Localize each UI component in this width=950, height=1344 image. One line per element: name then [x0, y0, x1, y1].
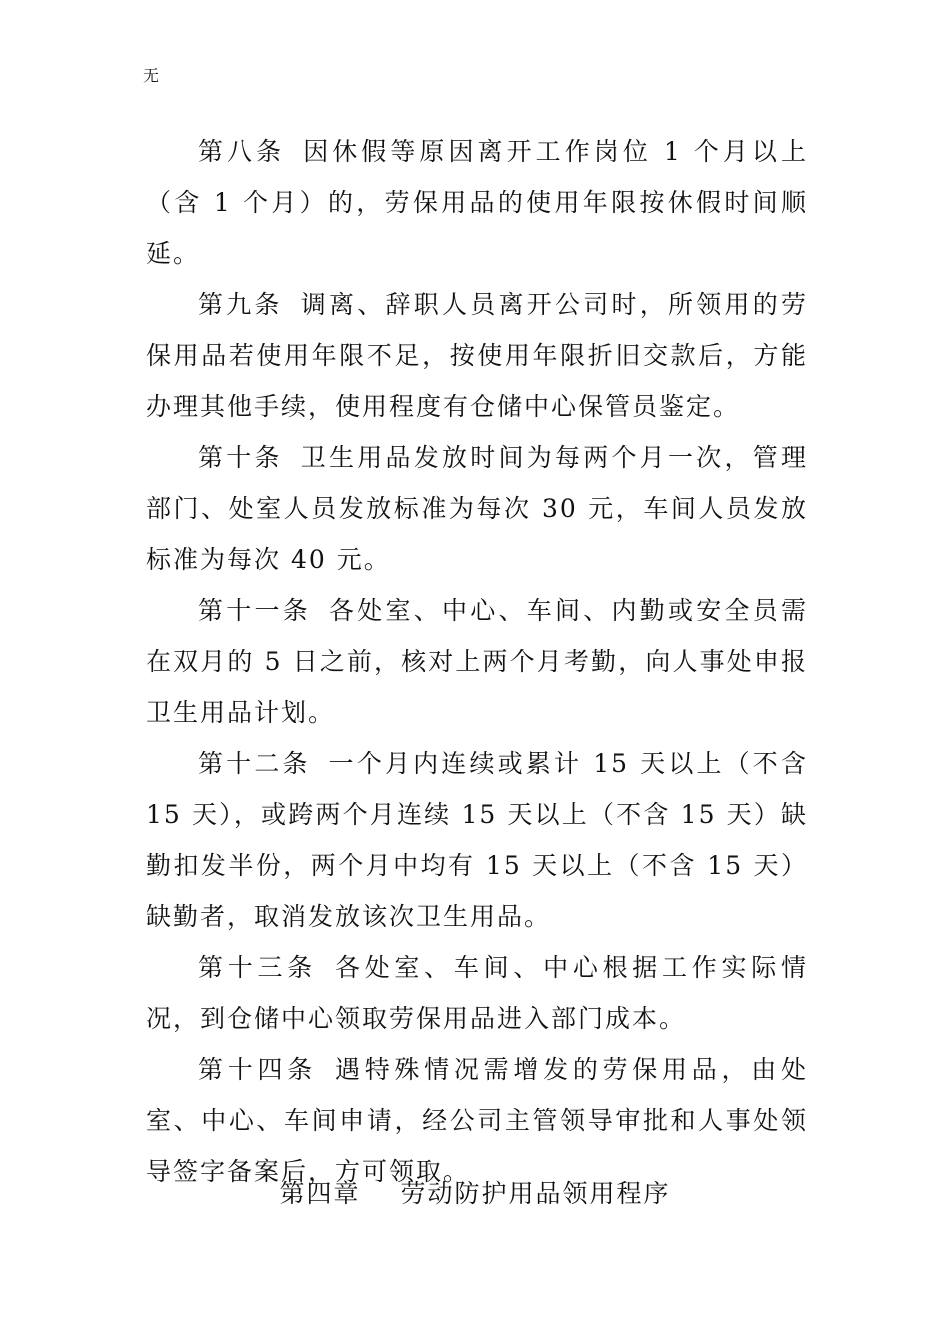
article-text: 各处室、中心、车间、内勤或安全员需在双月的 5 日之前，核对上两个月考勤，向人事处申报卫生用品计划。 [146, 596, 808, 727]
chapter-number: 第四章 [279, 1179, 361, 1208]
article-text: 遇特殊情况需增发的劳保用品，由处室、中心、车间申请，经公司主管领导审批和人事处领导签字备案后，方可领取。 [146, 1055, 808, 1186]
article-text: 卫生用品发放时间为每两个月一次，管理部门、处室人员发放标准为每次 30 元，车间人员发放标准为每次 40 元。 [146, 443, 808, 574]
article-label: 第十四条 [198, 1055, 317, 1084]
article-label: 第十三条 [198, 953, 317, 982]
article-text: 调离、辞职人员离开公司时，所领用的劳保用品若使用年限不足，按使用年限折旧交款后，方能办理其他手续，使用程度有仓储中心保管员鉴定。 [146, 290, 808, 421]
article-label: 第十条 [198, 443, 283, 472]
article-label: 第九条 [198, 290, 283, 319]
article-13 [146, 942, 808, 1044]
article-text: 一个月内连续或累计 15 天以上（不含 15 天），或跨两个月连续 15 天以上（不含 15 天）缺勤扣发半份，两个月中均有 15 天以上（不含 15 天）缺勤者，取消发放该次卫生用品。 [146, 749, 808, 931]
article-11 [146, 585, 808, 738]
article-10 [146, 432, 808, 585]
header-mark: 无 [143, 66, 160, 85]
article-label: 第八条 [198, 137, 286, 166]
article-text: 各处室、车间、中心根据工作实际情况，到仓储中心领取劳保用品进入部门成本。 [146, 953, 808, 1033]
chapter-title: 劳动防护用品领用程序 [400, 1179, 671, 1208]
article-label: 第十二条 [198, 749, 311, 778]
chapter-heading [0, 1174, 950, 1214]
article-9 [146, 279, 808, 432]
article-12 [146, 738, 808, 942]
document-body [146, 126, 808, 1197]
article-text: 因休假等原因离开工作岗位 1 个月以上（含 1 个月）的，劳保用品的使用年限按休假时间顺延。 [146, 137, 808, 268]
article-label: 第十一条 [198, 596, 311, 625]
article-8 [146, 126, 808, 279]
